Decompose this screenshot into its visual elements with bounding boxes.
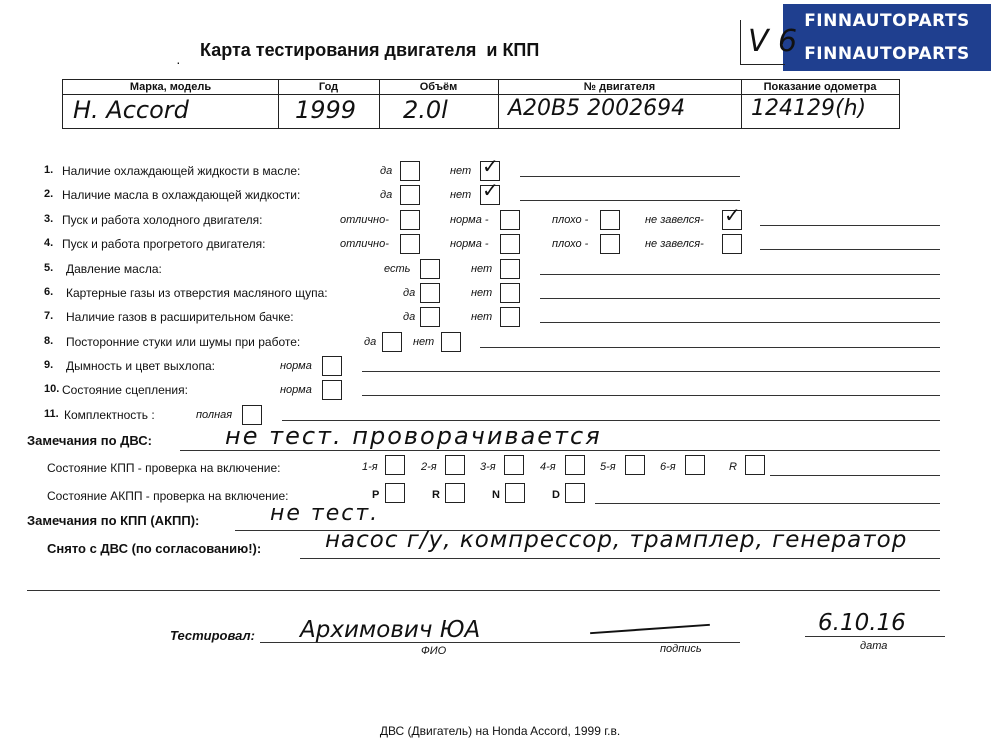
- col-year: Год: [318, 81, 339, 93]
- akpp-gear-label: P: [372, 489, 380, 501]
- item-number: 3.: [44, 213, 54, 225]
- kpp-gear-checkbox[interactable]: [385, 455, 405, 475]
- col-engine-number: № двигателя: [583, 81, 656, 93]
- akpp-line: [595, 503, 940, 504]
- item-label: Давление масла:: [66, 262, 162, 276]
- tester-name: Архимович ЮА: [300, 617, 481, 643]
- option-checkbox[interactable]: [500, 259, 520, 279]
- option-checkbox[interactable]: [722, 203, 742, 230]
- item-label: Дымность и цвет выхлопа:: [66, 359, 215, 373]
- fio-label: ФИО: [421, 645, 447, 657]
- item-answer-line: [520, 176, 740, 177]
- option-checkbox[interactable]: [441, 332, 461, 352]
- option-label: норма -: [450, 214, 489, 226]
- date-label: дата: [860, 640, 888, 652]
- col-odometer: Показание одометра: [763, 81, 877, 93]
- sign-label: подпись: [660, 643, 702, 655]
- akpp-check-label: Состояние АКПП - проверка на включение:: [47, 489, 289, 503]
- option-checkbox[interactable]: [500, 210, 520, 230]
- col-volume: Объём: [419, 81, 458, 93]
- check-mark-icon: ✓: [724, 203, 741, 227]
- check-mark-icon: ✓: [482, 154, 499, 178]
- kpp-gear-label: R: [729, 461, 737, 473]
- item-answer-line: [540, 322, 940, 323]
- item-answer-line: [480, 347, 940, 348]
- image-caption: ДВС (Двигатель) на Honda Accord, 1999 г.в.: [379, 724, 621, 738]
- item-answer-line: [760, 249, 940, 250]
- akpp-gear-checkbox[interactable]: [565, 483, 585, 503]
- option-label: нет: [471, 263, 493, 275]
- tested-label: Тестировал:: [170, 628, 255, 643]
- item-number: 7.: [44, 310, 54, 322]
- watermark-logo-top: FINNAUTOPARTS: [783, 4, 991, 38]
- item-answer-line: [760, 225, 940, 226]
- kpp-gear-label: 1-я: [362, 461, 378, 473]
- kpp-gear-checkbox[interactable]: [685, 455, 705, 475]
- kpp-gear-checkbox[interactable]: [565, 455, 585, 475]
- item-label: Пуск и работа холодного двигателя:: [62, 213, 263, 227]
- removed-label: Снято с ДВС (по согласованию!):: [47, 541, 262, 556]
- item-number: 10.: [44, 383, 60, 395]
- option-label: нет: [471, 311, 493, 323]
- option-checkbox[interactable]: [382, 332, 402, 352]
- removed-line: [300, 558, 940, 559]
- kpp-gear-checkbox[interactable]: [625, 455, 645, 475]
- value-engine-number: A20B5 2002694: [508, 96, 686, 121]
- value-volume: 2.0l: [403, 96, 448, 124]
- option-checkbox[interactable]: [400, 210, 420, 230]
- item-number: 6.: [44, 286, 54, 298]
- kpp-gear-label: 2-я: [421, 461, 437, 473]
- item-answer-line: [362, 371, 940, 372]
- option-checkbox[interactable]: [420, 283, 440, 303]
- item-number: 11.: [44, 408, 59, 420]
- item-number: 5.: [44, 262, 54, 274]
- item-number: 9.: [44, 359, 54, 371]
- extra-line-1: [27, 590, 940, 591]
- kpp-gear-checkbox[interactable]: [445, 455, 465, 475]
- akpp-gear-label: N: [492, 489, 500, 501]
- option-label: да: [380, 165, 393, 177]
- akpp-gear-checkbox[interactable]: [385, 483, 405, 503]
- option-checkbox[interactable]: [400, 185, 420, 205]
- item-label: Комплектность :: [64, 408, 155, 422]
- option-label: нет: [450, 189, 472, 201]
- option-label: отлично-: [340, 238, 389, 250]
- option-checkbox[interactable]: [400, 234, 420, 254]
- option-checkbox[interactable]: [322, 356, 342, 376]
- item-label: Наличие газов в расширительном бачке:: [66, 310, 294, 324]
- kpp-gear-label: 3-я: [480, 461, 496, 473]
- akpp-gear-checkbox[interactable]: [445, 483, 465, 503]
- option-checkbox[interactable]: [400, 161, 420, 181]
- kpp-gear-label: 5-я: [600, 461, 616, 473]
- kpp-gear-checkbox[interactable]: [745, 455, 765, 475]
- option-label: норма: [280, 360, 312, 372]
- option-label: не завелся-: [645, 214, 704, 226]
- option-label: не завелся-: [645, 238, 704, 250]
- item-answer-line: [540, 298, 940, 299]
- option-checkbox[interactable]: [500, 283, 520, 303]
- value-year: 1999: [295, 96, 357, 124]
- option-checkbox[interactable]: [322, 380, 342, 400]
- option-checkbox[interactable]: [600, 234, 620, 254]
- akpp-gear-label: R: [432, 489, 440, 501]
- engine-remarks-label: Замечания по ДВС:: [27, 433, 152, 448]
- engine-remarks-line: [180, 450, 940, 451]
- option-label: полная: [196, 409, 233, 421]
- option-label: да: [403, 287, 416, 299]
- option-label: нет: [413, 336, 435, 348]
- kpp-remarks-value: не тест.: [270, 501, 380, 526]
- item-label: Наличие масла в охлаждающей жидкости:: [62, 188, 301, 202]
- kpp-line: [770, 475, 940, 476]
- option-label: норма -: [450, 238, 489, 250]
- kpp-gear-label: 6-я: [660, 461, 676, 473]
- option-label: есть: [384, 263, 411, 275]
- item-answer-line: [540, 274, 940, 275]
- kpp-check-label: Состояние КПП - проверка на включение:: [47, 461, 281, 475]
- corner-mark: V 6: [748, 24, 798, 59]
- engine-remarks-value: не тест. проворачивается: [225, 422, 602, 450]
- option-label: плохо -: [552, 214, 589, 226]
- value-brand-model: H. Accord: [73, 96, 189, 124]
- item-answer-line: [520, 200, 740, 201]
- item-number: 8.: [44, 335, 54, 347]
- option-label: нет: [471, 287, 493, 299]
- option-checkbox[interactable]: [600, 210, 620, 230]
- item-number: 4.: [44, 237, 54, 249]
- option-label: отлично-: [340, 214, 389, 226]
- item-number: 1.: [44, 164, 54, 176]
- option-label: да: [380, 189, 393, 201]
- akpp-gear-label: D: [552, 489, 560, 501]
- item-answer-line: [282, 420, 940, 421]
- kpp-remarks-label: Замечания по КПП (АКПП):: [27, 513, 200, 528]
- option-label: плохо -: [552, 238, 589, 250]
- item-number: 2.: [44, 188, 54, 200]
- col-brand-model: Марка, модель: [129, 81, 212, 93]
- page-title: Карта тестирования двигателя и КПП: [200, 40, 540, 60]
- option-checkbox[interactable]: [420, 259, 440, 279]
- signature-stroke: [590, 624, 710, 634]
- option-label: нет: [450, 165, 472, 177]
- option-checkbox[interactable]: [480, 178, 500, 205]
- date-line: [805, 636, 945, 637]
- option-checkbox[interactable]: [500, 307, 520, 327]
- option-label: да: [403, 311, 416, 323]
- item-answer-line: [362, 395, 940, 396]
- watermark-logo-bottom: FINNAUTOPARTS: [783, 37, 991, 71]
- value-odometer: 124129(h): [751, 96, 867, 121]
- kpp-gear-checkbox[interactable]: [504, 455, 524, 475]
- removed-value: насос г/у, компрессор, трамплер, генератор: [325, 527, 908, 553]
- option-checkbox[interactable]: [722, 234, 742, 254]
- akpp-gear-checkbox[interactable]: [505, 483, 525, 503]
- item-label: Посторонние стуки или шумы при работе:: [66, 335, 301, 349]
- item-label: Пуск и работа прогретого двигателя:: [62, 237, 266, 251]
- dot-mark: ·: [176, 54, 181, 70]
- option-label: да: [364, 336, 377, 348]
- check-mark-icon: ✓: [482, 178, 499, 202]
- header-table: [62, 79, 900, 129]
- option-label: норма: [280, 384, 312, 396]
- item-label: Наличие охлаждающей жидкости в масле:: [62, 164, 301, 178]
- item-label: Картерные газы из отверстия масляного щупа:: [66, 286, 328, 300]
- option-checkbox[interactable]: [500, 234, 520, 254]
- item-label: Состояние сцепления:: [62, 383, 188, 397]
- test-date: 6.10.16: [818, 610, 906, 636]
- kpp-gear-label: 4-я: [540, 461, 556, 473]
- option-checkbox[interactable]: [420, 307, 440, 327]
